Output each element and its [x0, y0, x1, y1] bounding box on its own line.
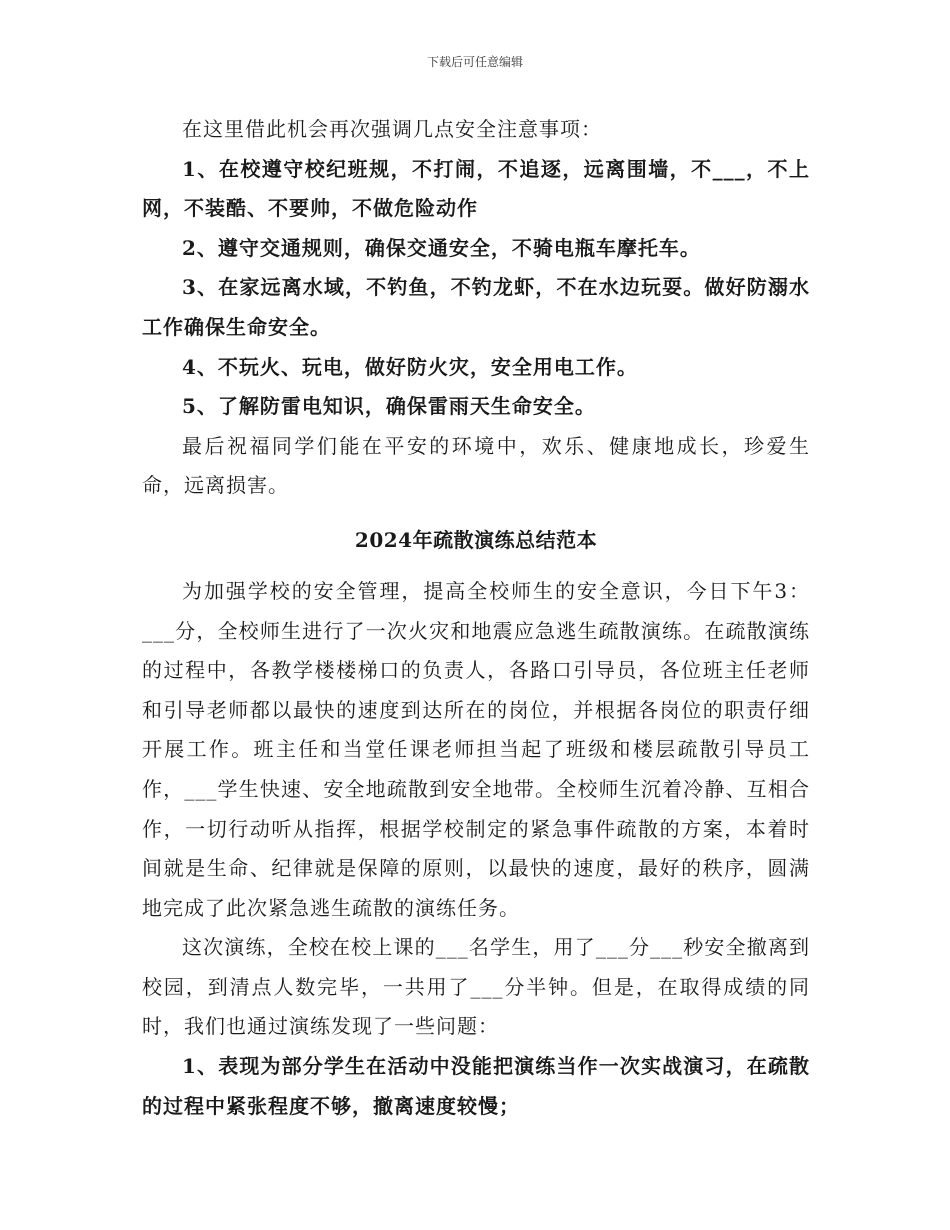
- safety-item-1: 1、在校遵守校纪班规，不打闹，不追逐，远离围墙，不___，不上网，不装酷、不要帅，不做危险动作: [142, 156, 810, 221]
- body-paragraph-2: 这次演练，全校在校上课的___名学生，用了___分___秒安全撤离到校园，到清点人数完毕，一共用了___分半钟。但是，在取得成绩的同时，我们也通过演练发现了一些问题：: [142, 935, 810, 1039]
- closing-paragraph: 最后祝福同学们能在平安的环境中，欢乐、健康地成长，珍爱生命，远离损害。: [142, 433, 810, 498]
- document-body: [142, 110, 810, 1126]
- safety-item-4: 4、不玩火、玩电，做好防火灾，安全用电工作。: [182, 354, 638, 379]
- issue-item-1: 1、表现为部分学生在活动中没能把演练当作一次实战演习，在疏散的过程中紧张程度不够，撤离速度较慢；: [142, 1054, 810, 1118]
- body-paragraph-1: 为加强学校的安全管理，提高全校师生的安全意识，今日下午3：___分，全校师生进行了一次火灾和地震应急逃生疏散演练。在疏散演练的过程中，各教学楼楼梯口的负责人，各路口引导员，各位班主任老师和引导老师都以最快的速度到达所在的岗位，并根据各岗位的职责仔细开展工作。班主任和当堂任课老师担当起了班级和楼层疏散引导员工作，___学生快速、安全地疏散到安全地带。全校师生沉着冷静、互相合作，一切行动听从指挥，根据学校制定的紧急事件疏散的方案，本着时间就是生命、纪律就是保障的原则，以最快的速度，最好的秩序，圆满地完成了此次紧急逃生疏散的演练任务。: [142, 578, 810, 920]
- intro-paragraph: 在这里借此机会再次强调几点安全注意事项：: [182, 117, 602, 141]
- page-header: 下载后可任意编辑: [426, 55, 523, 69]
- safety-item-2: 2、遵守交通规则，确保交通安全，不骑电瓶车摩托车。: [182, 235, 701, 260]
- safety-item-5: 5、了解防雷电知识，确保雷雨天生命安全。: [182, 394, 596, 419]
- section-title: 2024年疏散演练总结范本: [354, 527, 598, 552]
- safety-item-3: 3、在家远离水域，不钓鱼，不钓龙虾，不在水边玩耍。做好防溺水工作确保生命安全。: [142, 275, 810, 339]
